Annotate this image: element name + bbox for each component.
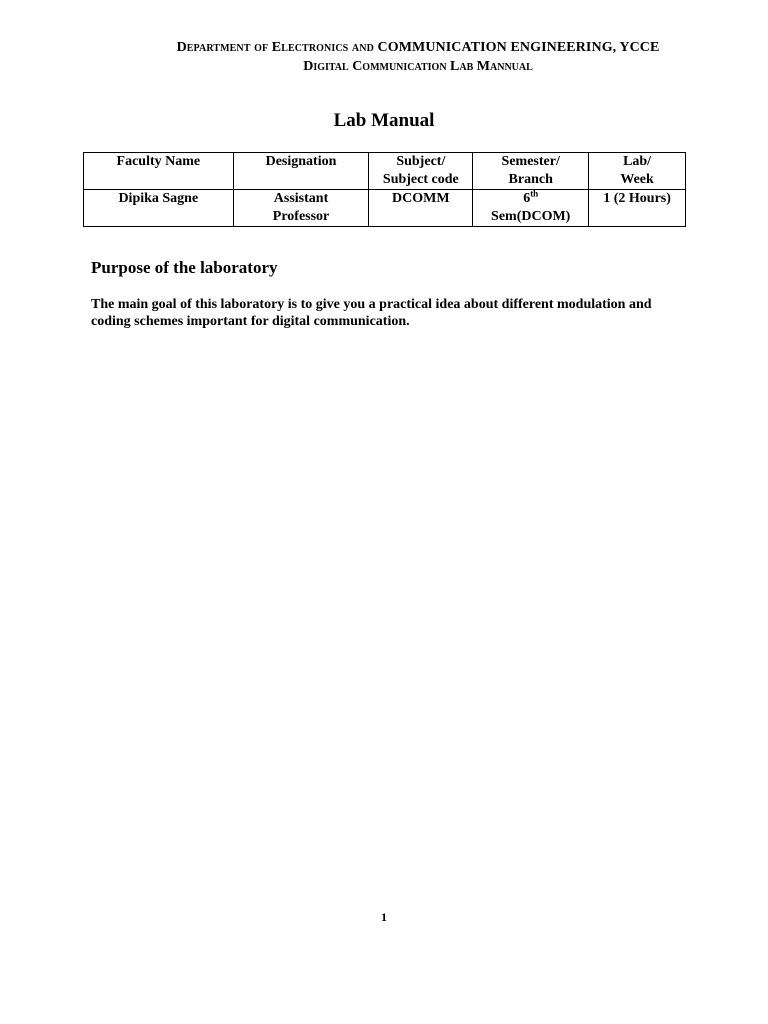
purpose-paragraph: The main goal of this laboratory is to give you a practical idea about different modulation and coding schemes important for digital communication. bbox=[91, 297, 652, 329]
table-row bbox=[84, 190, 686, 227]
cell-semester-branch: 6th Sem(DCOM) bbox=[473, 190, 589, 227]
page-title: Lab Manual bbox=[333, 110, 435, 131]
course-info-table bbox=[83, 152, 686, 227]
header-subject: Subject/ Subject code bbox=[369, 153, 473, 190]
document-header bbox=[0, 38, 768, 76]
header-lab-week: Lab/ Week bbox=[589, 153, 686, 190]
header-faculty-name: Faculty Name bbox=[84, 153, 234, 190]
cell-designation: Assistant Professor bbox=[233, 190, 369, 227]
table-header-row bbox=[84, 153, 686, 190]
cell-subject-code: DCOMM bbox=[369, 190, 473, 227]
page-number: 1 bbox=[381, 910, 387, 924]
purpose-heading: Purpose of the laboratory bbox=[91, 258, 278, 277]
cell-faculty-name: Dipika Sagne bbox=[84, 190, 234, 227]
department-line: Department of Electronics and COMMUNICATION ENGINEERING, YCCE bbox=[176, 40, 660, 55]
cell-lab-week: 1 (2 Hours) bbox=[589, 190, 686, 227]
header-semester: Semester/ Branch bbox=[473, 153, 589, 190]
manual-name-line: Digital Communication Lab Mannual bbox=[303, 59, 533, 74]
header-designation: Designation bbox=[233, 153, 369, 190]
